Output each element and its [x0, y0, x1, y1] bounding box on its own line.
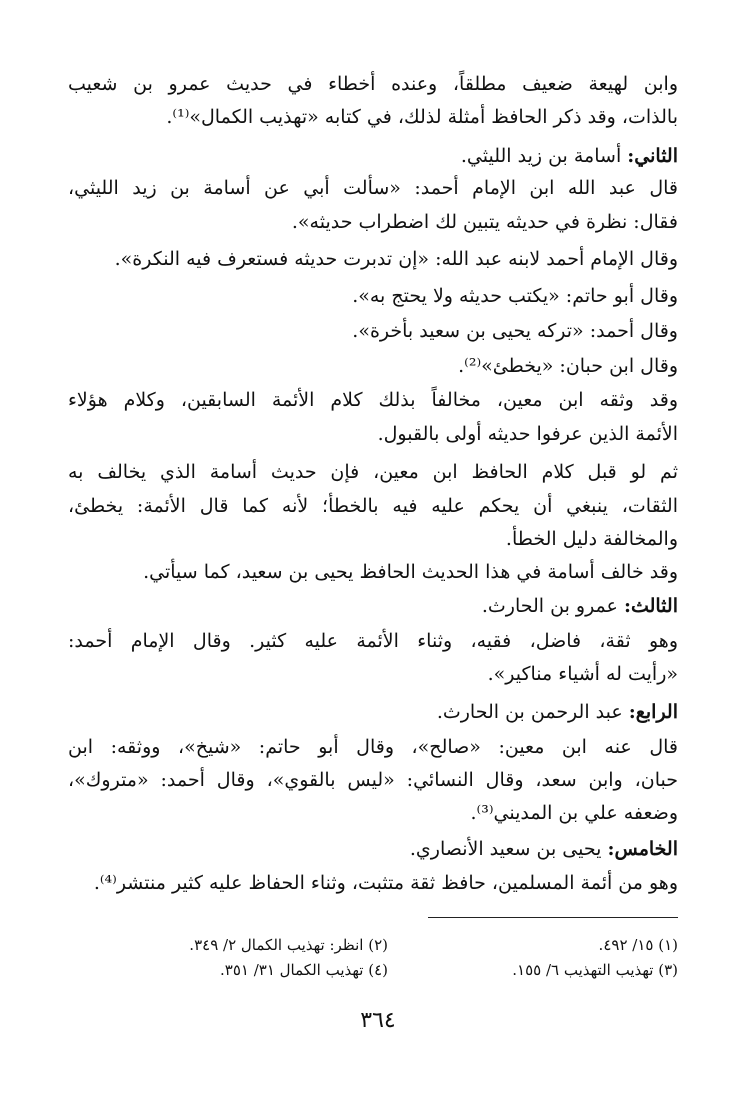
- heading-text: عمرو بن الحارث.: [481, 595, 618, 617]
- paragraph-line: فقال: نظرة في حديثه يتبين لك اضطراب حديثه».: [291, 211, 678, 233]
- paragraph-line: الأئمة الذين عرفوا حديثه أولى بالقبول.: [377, 423, 678, 445]
- paragraph-line: الثقات، ينبغي أن يحكم عليه فيه بالخطأ؛ لأنه كما قال الأئمة: يخطئ،: [68, 495, 678, 517]
- paragraph-line: قال عنه ابن معين: «صالح»، وقال أبو حاتم: «شيخ»، ووثقه: ابن: [68, 736, 678, 758]
- footnote-4: (٤) تهذيب الكمال ٣١/ ٣٥١.: [219, 961, 388, 979]
- section-heading-second: [68, 140, 678, 172]
- footnote-2: (٢) انظر: تهذيب الكمال ٢/ ٣٤٩.: [189, 936, 388, 954]
- section-heading-fifth: [68, 833, 678, 865]
- paragraph-line: وابن لهيعة ضعيف مطلقاً، وعنده أخطاء في حديث عمرو بن شعيب: [68, 73, 678, 95]
- heading-label: الرابع:: [628, 701, 678, 723]
- section-heading-third: [68, 590, 678, 622]
- footnote-1: (١) ١٥/ ٤٩٢.: [598, 936, 678, 954]
- paragraph-line: وقال الإمام أحمد لابنه عبد الله: «إن تدبرت حديثه فستعرف فيه النكرة».: [114, 248, 678, 270]
- heading-label: الثالث:: [623, 595, 678, 617]
- heading-text: يحيى بن سعيد الأنصاري.: [409, 838, 602, 860]
- footnote-3: (٣) تهذيب التهذيب ٦/ ١٥٥.: [512, 961, 678, 979]
- paragraph-line: «رأيت له أشياء مناكير».: [487, 663, 678, 685]
- paragraph-line: ثم لو قبل كلام الحافظ ابن معين، فإن حديث أسامة الذي يخالف به: [68, 461, 678, 483]
- heading-text: عبد الرحمن بن الحارث.: [436, 701, 623, 723]
- paragraph-line: وقال أبو حاتم: «يكتب حديثه ولا يحتج به».: [352, 285, 678, 307]
- paragraph-line: حبان، وابن سعد، وقال النسائي: «ليس بالقوي»، وقال أحمد: «متروك»،: [68, 769, 678, 791]
- paragraph-line: وهو ثقة، فاضل، فقيه، وثناء الأئمة عليه كثير. وقال الإمام أحمد:: [68, 630, 678, 652]
- paragraph-line: بالذات، وقد ذكر الحافظ أمثلة لذلك، في كتابه «تهذيب الكمال»⁽¹⁾.: [166, 106, 678, 128]
- paragraph-line: وهو من أئمة المسلمين، حافظ ثقة متثبت، وثناء الحفاظ عليه كثير منتشر⁽⁴⁾.: [93, 872, 678, 894]
- paragraph-line: وقال أحمد: «تركه يحيى بن سعيد بأخرة».: [352, 320, 678, 342]
- paragraph-line: وقد وثقه ابن معين، مخالفاً بذلك كلام الأئمة السابقين، وكلام هؤلاء: [68, 389, 678, 411]
- paragraph-line: والمخالفة دليل الخطأ.: [505, 528, 678, 550]
- paragraph-line: وضعفه علي بن المديني⁽³⁾.: [470, 802, 678, 824]
- page-number: ٣٦٤: [360, 1008, 396, 1033]
- footnote-rule: [428, 917, 678, 918]
- paragraph-line: وقد خالف أسامة في هذا الحديث الحافظ يحيى بن سعيد، كما سيأتي.: [143, 561, 678, 583]
- heading-text: أسامة بن زيد الليثي.: [460, 145, 622, 167]
- heading-label: الثاني:: [627, 145, 678, 167]
- section-heading-fourth: [68, 696, 678, 728]
- paragraph-line: وقال ابن حبان: «يخطئ»⁽²⁾.: [458, 355, 678, 377]
- paragraph-line: قال عبد الله ابن الإمام أحمد: «سألت أبي عن أسامة بن زيد الليثي،: [68, 177, 678, 199]
- heading-label: الخامس:: [607, 838, 678, 860]
